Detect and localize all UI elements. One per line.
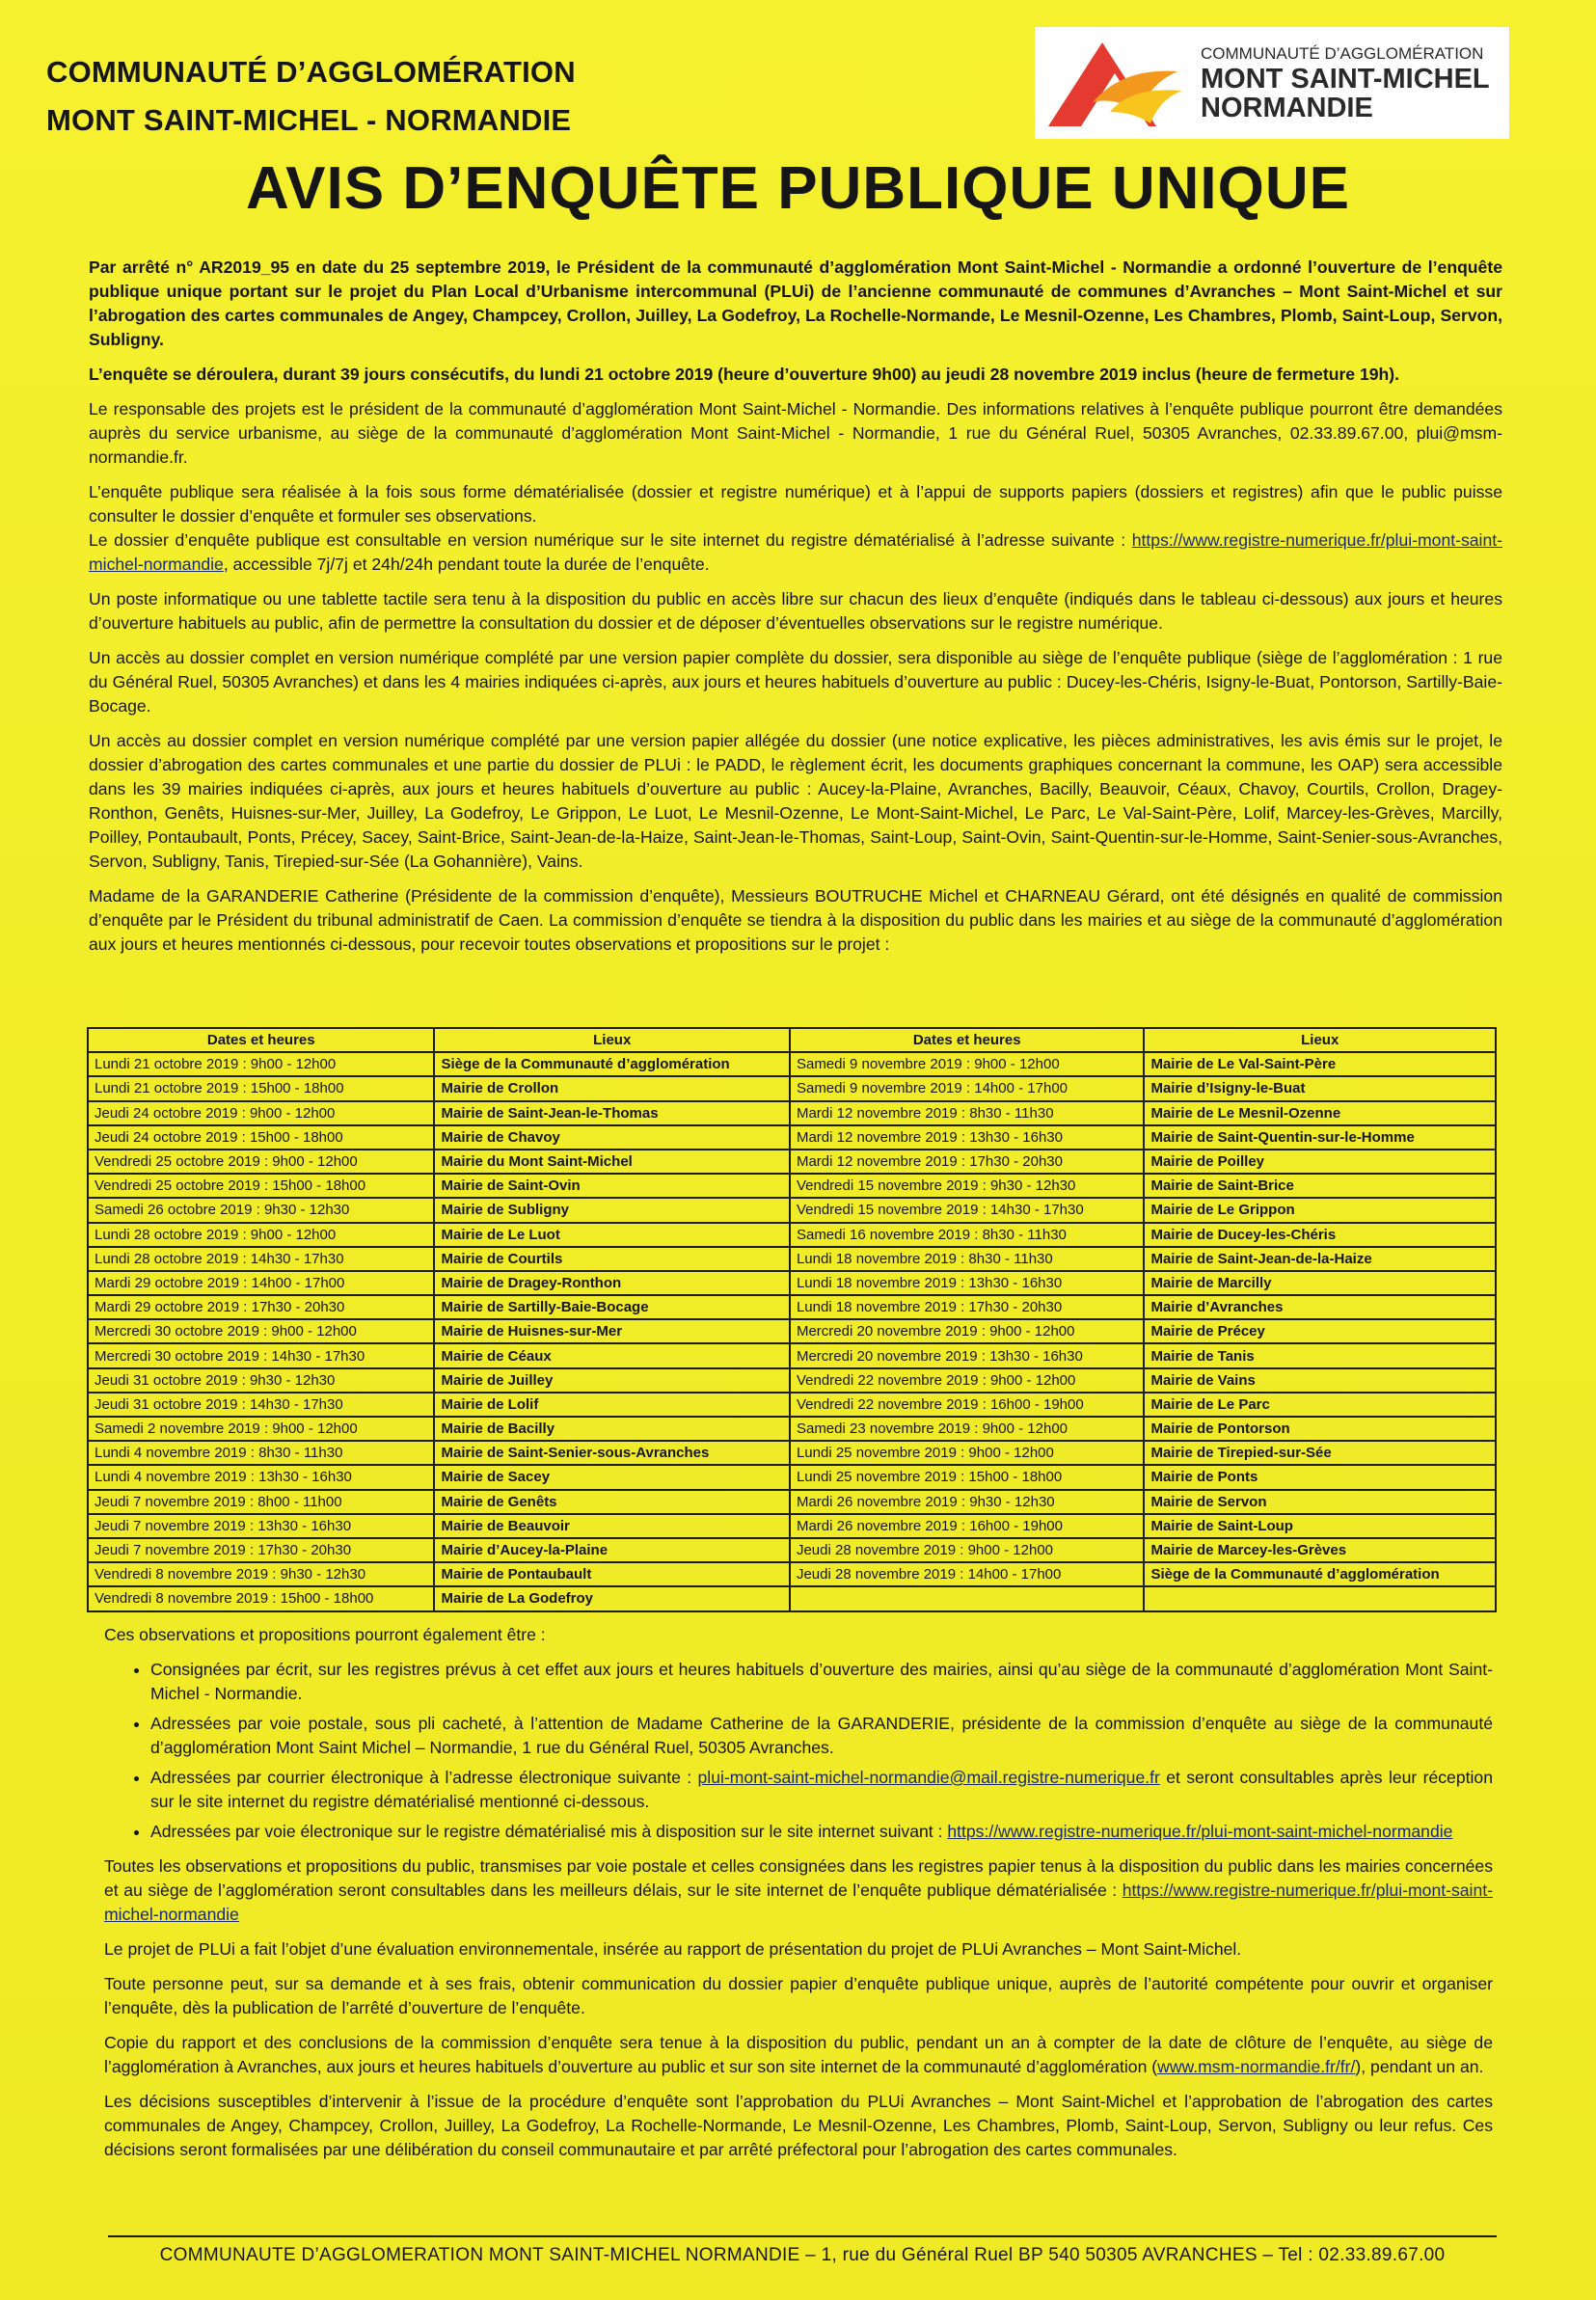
date-cell: Vendredi 15 novembre 2019 : 14h30 - 17h30	[790, 1198, 1144, 1222]
light-file-paragraph: Un accès au dossier complet en version numérique complété par une version papier allégée du dossier (une notice explicative, les pièces administratives, les avis émis sur le projet, le dossier d’abrogation des cartes communales et une partie du dossier de PLUi : le PADD, le règlement écrit, les documents graphiques concernant la commune, les OAP) sera accessible dans les 39 mairies indiquées ci-après, aux jours et heures habituels d’ouverture au public : Aucey-la-Plaine, Avranches, Bacilly, Beauvoir, Céaux, Chavoy, Courtils, Crollon, Dragey-Ronthon, Genêts, Huisnes-sur-Mer, Juilley, La Godefroy, Le Grippon, Le Luot, Le Mesnil-Ozenne, Le Mont-Saint-Michel, Le Parc, Le Val-Saint-Père, Lolif, Marcey-les-Grèves, Marcilly, Poilley, Pontaubault, Ponts, Précey, Sacey, Saint-Brice, Saint-Jean-de-la-Haize, Saint-Jean-le-Thomas, Saint-Loup, Saint-Ovin, Saint-Quentin-sur-le-Homme, Saint-Senier-sous-Avranches, Servon, Subligny, Tanis, Tirepied-sur-Sée (La Gohannière), Vains.	[89, 731, 1502, 871]
date-cell: Lundi 21 octobre 2019 : 15h00 - 18h00	[88, 1076, 434, 1100]
place-cell: Mairie de Le Mesnil-Ozenne	[1144, 1101, 1496, 1125]
date-cell: Samedi 16 novembre 2019 : 8h30 - 11h30	[790, 1223, 1144, 1247]
date-cell: Samedi 2 novembre 2019 : 9h00 - 12h00	[88, 1417, 434, 1441]
environment-paragraph: Le projet de PLUi a fait l’objet d’une évaluation environnementale, insérée au rapport de présentation du projet de PLUi Avranches – Mont Saint-Michel.	[104, 1939, 1242, 1959]
date-cell: Jeudi 7 novembre 2019 : 8h00 - 11h00	[88, 1490, 434, 1514]
date-cell: Jeudi 28 novembre 2019 : 14h00 - 17h00	[790, 1562, 1144, 1586]
org-line-1: COMMUNAUTÉ D’AGGLOMÉRATION	[46, 55, 576, 89]
tablet-paragraph: Un poste informatique ou une tablette tactile sera tenu à la disposition du public en accès libre sur chacun des lieux d’enquête (indiqués dans le tableau ci-dessous) aux jours et heures d’ouverture habituels au public, afin de permettre la consultation du dossier et de déposer d’éventuelles observations sur le registre numérique.	[89, 589, 1502, 633]
date-cell: Vendredi 25 octobre 2019 : 9h00 - 12h00	[88, 1150, 434, 1174]
place-cell: Siège de la Communauté d’agglomération	[1144, 1562, 1496, 1586]
date-cell: Mardi 12 novembre 2019 : 17h30 - 20h30	[790, 1150, 1144, 1174]
date-cell: Lundi 25 novembre 2019 : 15h00 - 18h00	[790, 1465, 1144, 1489]
schedule-row	[88, 1150, 1496, 1174]
schedule-row	[88, 1319, 1496, 1343]
date-cell: Samedi 9 novembre 2019 : 14h00 - 17h00	[790, 1076, 1144, 1100]
place-cell: Mairie de Courtils	[434, 1247, 789, 1271]
date-cell: Mercredi 30 octobre 2019 : 9h00 - 12h00	[88, 1319, 434, 1343]
date-cell: Samedi 26 octobre 2019 : 9h30 - 12h30	[88, 1198, 434, 1222]
date-cell: Samedi 23 novembre 2019 : 9h00 - 12h00	[790, 1417, 1144, 1441]
date-cell	[790, 1586, 1144, 1610]
page-title: AVIS D’ENQUÊTE PUBLIQUE UNIQUE	[246, 155, 1350, 222]
observations-intro: Ces observations et propositions pourront également être :	[104, 1625, 546, 1644]
place-cell: Mairie de Saint-Brice	[1144, 1174, 1496, 1198]
schedule-header-row	[88, 1028, 1496, 1052]
place-cell: Mairie de Pontorson	[1144, 1417, 1496, 1441]
place-cell: Mairie de Juilley	[434, 1368, 789, 1393]
date-cell: Vendredi 8 novembre 2019 : 15h00 - 18h00	[88, 1586, 434, 1610]
schedule-row	[88, 1393, 1496, 1417]
place-cell: Mairie de Crollon	[434, 1076, 789, 1100]
dematerialized-paragraph	[89, 480, 1502, 577]
place-cell: Mairie de Huisnes-sur-Mer	[434, 1319, 789, 1343]
method-online-text: Adressées par voie électronique sur le registre dématérialisé mis à disposition sur le site internet suivant :	[150, 1822, 948, 1841]
date-cell: Vendredi 25 octobre 2019 : 15h00 - 18h00	[88, 1174, 434, 1198]
place-cell: Mairie de Subligny	[434, 1198, 789, 1222]
website-link[interactable]: www.msm-normandie.fr/fr/	[1157, 2057, 1356, 2076]
online-registry-link[interactable]: https://www.registre-numerique.fr/plui-mont-saint-michel-normandie	[947, 1822, 1453, 1841]
schedule-row	[88, 1198, 1496, 1222]
date-cell: Lundi 18 novembre 2019 : 13h30 - 16h30	[790, 1271, 1144, 1295]
place-cell: Mairie de Lolif	[434, 1393, 789, 1417]
date-cell: Vendredi 8 novembre 2019 : 9h30 - 12h30	[88, 1562, 434, 1586]
place-cell: Mairie de Sartilly-Baie-Bocage	[434, 1295, 789, 1319]
header-dates-right: Dates et heures	[790, 1028, 1144, 1052]
schedule-row	[88, 1101, 1496, 1125]
header-dates-left: Dates et heures	[88, 1028, 434, 1052]
date-cell: Mardi 26 novembre 2019 : 16h00 - 19h00	[790, 1514, 1144, 1538]
communication-paragraph: Toute personne peut, sur sa demande et à ses frais, obtenir communication du dossier papier d’enquête publique unique, auprès de l’autorité compétente pour ouvrir et organiser l’enquête, dès la publication de l’arrêté d’ouverture de l’enquête.	[104, 1974, 1493, 2017]
date-cell: Vendredi 22 novembre 2019 : 16h00 - 19h00	[790, 1393, 1144, 1417]
place-cell: Mairie de Ponts	[1144, 1465, 1496, 1489]
report-text: Copie du rapport et des conclusions de la commission d’enquête sera tenue à la disposition du public, pendant un an à compter de la date de clôture de l’enquête, au siège de l’agglomération à Avranches, aux jours et heures habituels d’ouverture au public et sur son site internet de la communauté d’agglomération (	[104, 2033, 1493, 2076]
date-cell: Jeudi 7 novembre 2019 : 17h30 - 20h30	[88, 1538, 434, 1562]
date-cell: Mardi 29 octobre 2019 : 14h00 - 17h00	[88, 1271, 434, 1295]
method-postal: • Adressées par voie postale, sous pli cacheté, à l’attention de Madame Catherine de la GARANDERIE, présidente de la commission d’enquête au siège de la communauté d’agglomération Mont Saint Michel – Normandie, 1 rue du Général Ruel, 50305 Avranches.	[150, 1712, 1493, 1760]
report-text-end: ), pendant un an.	[1355, 2057, 1484, 2076]
decree-paragraph: Par arrêté n° AR2019_95 en date du 25 septembre 2019, le Président de la communauté d’agglomération Mont Saint-Michel - Normandie a ordonné l’ouverture de l’enquête publique unique portant sur le projet du Plan Local d’Urbanisme intercommunal (PLUi) de l’ancienne communauté de communes d’Avranches – Mont Saint-Michel et sur l’abrogation des cartes communales de Angey, Champcey, Crollon, Juilley, La Godefroy, La Rochelle-Normande, Le Mesnil-Ozenne, Les Chambres, Plomb, Saint-Loup, Servon, Subligny.	[89, 257, 1502, 349]
public-observations-paragraph	[104, 1854, 1493, 1927]
date-cell: Jeudi 31 octobre 2019 : 9h30 - 12h30	[88, 1368, 434, 1393]
date-cell: Vendredi 22 novembre 2019 : 9h00 - 12h00	[790, 1368, 1144, 1393]
place-cell: Mairie de Bacilly	[434, 1417, 789, 1441]
observation-methods-list	[104, 1658, 1493, 1844]
date-cell: Lundi 21 octobre 2019 : 9h00 - 12h00	[88, 1052, 434, 1076]
place-cell	[1144, 1586, 1496, 1610]
online-file-text-end: , accessible 7j/7j et 24h/24h pendant toute la durée de l’enquête.	[223, 555, 710, 574]
place-cell: Mairie de Saint-Senier-sous-Avranches	[434, 1441, 789, 1465]
schedule-row	[88, 1417, 1496, 1441]
place-cell: Mairie de Poilley	[1144, 1150, 1496, 1174]
schedule-table	[87, 1027, 1497, 1612]
date-cell: Jeudi 31 octobre 2019 : 14h30 - 17h30	[88, 1393, 434, 1417]
logo-line-3: NORMANDIE	[1201, 93, 1373, 123]
schedule-row	[88, 1174, 1496, 1198]
place-cell: Mairie de Le Parc	[1144, 1393, 1496, 1417]
dematerialized-text: L’enquête publique sera réalisée à la fois sous forme dématérialisée (dossier et registre numérique) et à l’appui de supports papiers (dossiers et registres) afin que le public puisse consulter le dossier d’enquête et formuler ses observations.	[89, 482, 1502, 526]
schedule-row	[88, 1562, 1496, 1586]
logo-text	[1201, 43, 1490, 122]
logo-line-1: COMMUNAUTÉ D’AGGLOMÉRATION	[1201, 44, 1484, 63]
header-places-right: Lieux	[1144, 1028, 1496, 1052]
date-cell: Vendredi 15 novembre 2019 : 9h30 - 12h30	[790, 1174, 1144, 1198]
duration-paragraph: L’enquête se déroulera, durant 39 jours consécutifs, du lundi 21 octobre 2019 (heure d’ouverture 9h00) au jeudi 28 novembre 2019 inclus (heure de fermeture 19h).	[89, 365, 1400, 384]
date-cell: Jeudi 7 novembre 2019 : 13h30 - 16h30	[88, 1514, 434, 1538]
footer-address: COMMUNAUTE D’AGGLOMERATION MONT SAINT-MICHEL NORMANDIE – 1, rue du Général Ruel BP 540 50305 AVRANCHES – Tel : 02.33.89.67.00	[108, 2235, 1497, 2266]
date-cell: Jeudi 28 novembre 2019 : 9h00 - 12h00	[790, 1538, 1144, 1562]
method-email	[150, 1766, 1493, 1814]
schedule-row	[88, 1514, 1496, 1538]
place-cell: Mairie de Saint-Quentin-sur-le-Homme	[1144, 1125, 1496, 1150]
method-email-text: Adressées par courrier électronique à l’adresse électronique suivante :	[150, 1768, 698, 1787]
place-cell: Mairie de Saint-Loup	[1144, 1514, 1496, 1538]
method-email-text-end: et seront consultables après leur réception sur le site internet du registre dématérialisé mentionné ci-dessous.	[150, 1768, 1493, 1811]
date-cell: Mardi 12 novembre 2019 : 8h30 - 11h30	[790, 1101, 1144, 1125]
place-cell: Mairie de Le Luot	[434, 1223, 789, 1247]
place-cell: Mairie de La Godefroy	[434, 1586, 789, 1610]
date-cell: Mardi 29 octobre 2019 : 17h30 - 20h30	[88, 1295, 434, 1319]
organization-name	[46, 48, 576, 145]
online-file-text: Le dossier d’enquête publique est consultable en version numérique sur le site internet du registre dématérialisé à l’adresse suivante :	[89, 530, 1132, 550]
header-places-left: Lieux	[434, 1028, 789, 1052]
schedule-row	[88, 1052, 1496, 1076]
place-cell: Mairie de Tirepied-sur-Sée	[1144, 1441, 1496, 1465]
place-cell: Mairie de Beauvoir	[434, 1514, 789, 1538]
place-cell: Mairie de Genêts	[434, 1490, 789, 1514]
public-observations-text: Toutes les observations et propositions du public, transmises par voie postale et celles consignées dans les registres papier tenus à la disposition du public dans les mairies concernées et au siège de l’agglomération seront consultables dans les meilleurs délais, sur le site internet de l’enquête publique dématérialisée :	[104, 1856, 1493, 1900]
schedule-row	[88, 1465, 1496, 1489]
date-cell: Lundi 4 novembre 2019 : 13h30 - 16h30	[88, 1465, 434, 1489]
date-cell: Jeudi 24 octobre 2019 : 15h00 - 18h00	[88, 1125, 434, 1150]
place-cell: Mairie d’Aucey-la-Plaine	[434, 1538, 789, 1562]
place-cell: Mairie de Dragey-Ronthon	[434, 1271, 789, 1295]
place-cell: Siège de la Communauté d’agglomération	[434, 1052, 789, 1076]
place-cell: Mairie de Précey	[1144, 1319, 1496, 1343]
date-cell: Mardi 12 novembre 2019 : 13h30 - 16h30	[790, 1125, 1144, 1150]
place-cell: Mairie de Saint-Jean-le-Thomas	[434, 1101, 789, 1125]
date-cell: Lundi 28 octobre 2019 : 9h00 - 12h00	[88, 1223, 434, 1247]
place-cell: Mairie de Saint-Jean-de-la-Haize	[1144, 1247, 1496, 1271]
schedule-row	[88, 1223, 1496, 1247]
place-cell: Mairie de Sacey	[434, 1465, 789, 1489]
schedule-row	[88, 1343, 1496, 1367]
logo-mark-icon	[1042, 35, 1187, 131]
responsible-paragraph: Le responsable des projets est le président de la communauté d’agglomération Mont Saint-Michel - Normandie. Des informations relatives à l’enquête publique pourront être demandées auprès du service urbanisme, au siège de la communauté d’agglomération Mont Saint-Michel - Normandie, 1 rue du Général Ruel, 50305 Avranches, 02.33.89.67.00, plui@msm-normandie.fr.	[89, 399, 1502, 467]
date-cell: Lundi 25 novembre 2019 : 9h00 - 12h00	[790, 1441, 1144, 1465]
public-registry-link[interactable]: https://www.registre-numerique.fr/plui-mont-saint-michel-normandie	[104, 1881, 1493, 1924]
schedule-row	[88, 1076, 1496, 1100]
date-cell: Lundi 18 novembre 2019 : 17h30 - 20h30	[790, 1295, 1144, 1319]
date-cell: Lundi 4 novembre 2019 : 8h30 - 11h30	[88, 1441, 434, 1465]
schedule-row	[88, 1441, 1496, 1465]
place-cell: Mairie de Servon	[1144, 1490, 1496, 1514]
decisions-paragraph: Les décisions susceptibles d’intervenir à l’issue de la procédure d’enquête sont l’approbation du PLUi Avranches – Mont Saint-Michel et l’approbation de l’abrogation des cartes communales de Angey, Champcey, Crollon, Juilley, La Godefroy, La Rochelle-Normande, Le Mesnil-Ozenne, Les Chambres, Plomb, Saint-Loup, Servon, Subligny ou leur refus. Ces décisions seront formalisées par une délibération du conseil communautaire et par arrêté préfectoral pour l’abrogation des cartes communales.	[104, 2092, 1493, 2159]
place-cell: Mairie de Vains	[1144, 1368, 1496, 1393]
method-online	[150, 1820, 1493, 1844]
after-table-section	[104, 1623, 1493, 2173]
schedule-row	[88, 1271, 1496, 1295]
org-line-2: MONT SAINT-MICHEL - NORMANDIE	[46, 103, 572, 137]
date-cell: Mercredi 20 novembre 2019 : 13h30 - 16h30	[790, 1343, 1144, 1367]
date-cell: Lundi 18 novembre 2019 : 8h30 - 11h30	[790, 1247, 1144, 1271]
schedule-row	[88, 1295, 1496, 1319]
place-cell: Mairie de Pontaubault	[434, 1562, 789, 1586]
date-cell: Mardi 26 novembre 2019 : 9h30 - 12h30	[790, 1490, 1144, 1514]
place-cell: Mairie de Céaux	[434, 1343, 789, 1367]
place-cell: Mairie de Marcilly	[1144, 1271, 1496, 1295]
email-link[interactable]: plui-mont-saint-michel-normandie@mail.registre-numerique.fr	[697, 1768, 1160, 1787]
schedule-row	[88, 1538, 1496, 1562]
date-cell: Jeudi 24 octobre 2019 : 9h00 - 12h00	[88, 1101, 434, 1125]
registry-link[interactable]: https://www.registre-numerique.fr/plui-mont-saint-michel-normandie	[89, 530, 1502, 574]
place-cell: Mairie de Le Val-Saint-Père	[1144, 1052, 1496, 1076]
place-cell: Mairie d’Isigny-le-Buat	[1144, 1076, 1496, 1100]
date-cell: Lundi 28 octobre 2019 : 14h30 - 17h30	[88, 1247, 434, 1271]
place-cell: Mairie de Marcey-les-Grèves	[1144, 1538, 1496, 1562]
place-cell: Mairie de Ducey-les-Chéris	[1144, 1223, 1496, 1247]
schedule-row	[88, 1586, 1496, 1610]
complete-file-paragraph: Un accès au dossier complet en version numérique complété par une version papier complète du dossier, sera disponible au siège de l’enquête publique (siège de l’agglomération : 1 rue du Général Ruel, 50305 Avranches) et dans les 4 mairies indiquées ci-après, aux jours et heures habituels d’ouverture au public : Ducey-les-Chéris, Isigny-le-Buat, Pontorson, Sartilly-Baie-Bocage.	[89, 648, 1502, 716]
schedule-row	[88, 1247, 1496, 1271]
place-cell: Mairie d’Avranches	[1144, 1295, 1496, 1319]
schedule-row	[88, 1125, 1496, 1150]
place-cell: Mairie de Le Grippon	[1144, 1198, 1496, 1222]
commission-paragraph: Madame de la GARANDERIE Catherine (Présidente de la commission d’enquête), Messieurs BOUTRUCHE Michel et CHARNEAU Gérard, ont été désignés en qualité de commission d’enquête par le Président du tribunal administratif de Caen. La commission d’enquête se tiendra à la disposition du public dans les mairies et au siège de la communauté d’agglomération aux jours et heures mentionnés ci-dessous, pour recevoir toutes observations et propositions sur le projet :	[89, 886, 1502, 954]
date-cell: Samedi 9 novembre 2019 : 9h00 - 12h00	[790, 1052, 1144, 1076]
date-cell: Mercredi 30 octobre 2019 : 14h30 - 17h30	[88, 1343, 434, 1367]
logo-line-2: MONT SAINT-MICHEL	[1201, 64, 1490, 95]
schedule-row	[88, 1368, 1496, 1393]
report-paragraph	[104, 2031, 1493, 2079]
place-cell: Mairie de Saint-Ovin	[434, 1174, 789, 1198]
method-written: • Consignées par écrit, sur les registres prévus à cet effet aux jours et heures habituels d’ouverture des mairies, ainsi qu’au siège de la communauté d’agglomération Mont Saint-Michel - Normandie.	[150, 1658, 1493, 1706]
intro-section	[89, 256, 1502, 967]
schedule-row	[88, 1490, 1496, 1514]
place-cell: Mairie de Tanis	[1144, 1343, 1496, 1367]
place-cell: Mairie du Mont Saint-Michel	[434, 1150, 789, 1174]
place-cell: Mairie de Chavoy	[434, 1125, 789, 1150]
agglomeration-logo	[1035, 27, 1509, 139]
date-cell: Mercredi 20 novembre 2019 : 9h00 - 12h00	[790, 1319, 1144, 1343]
